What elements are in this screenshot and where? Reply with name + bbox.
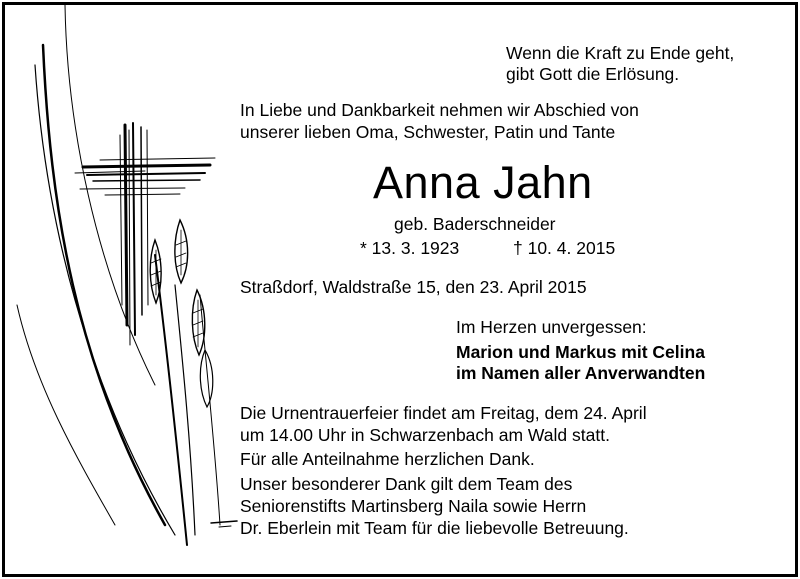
special-thanks-line-2: Seniorenstifts Martinsberg Naila sowie Herrn	[240, 496, 587, 516]
funeral-line-1: Die Urnentrauerfeier findet am Freitag, dem 24. April	[240, 403, 647, 423]
cross-and-wheat-illustration	[5, 5, 245, 574]
special-thanks-line-3: Dr. Eberlein mit Team für die liebevolle Betreuung.	[240, 518, 629, 538]
mourners-heading: Im Herzen unvergessen:	[456, 317, 647, 337]
cross-icon	[75, 123, 215, 345]
motto-line-2: gibt Gott die Erlösung.	[506, 64, 680, 84]
motto-line-1: Wenn die Kraft zu Ende geht,	[506, 43, 735, 63]
deceased-name: Anna Jahn	[373, 157, 593, 208]
mourners-line-1: Marion und Markus mit Celina	[456, 342, 705, 362]
intro-line-2: unserer lieben Oma, Schwester, Patin und Tante	[240, 122, 616, 142]
funeral-line-2: um 14.00 Uhr in Schwarzenbach am Wald statt.	[240, 425, 610, 445]
place-and-date: Straßdorf, Waldstraße 15, den 23. April 2015	[240, 277, 587, 297]
special-thanks-line-1: Unser besonderer Dank gilt dem Team des	[240, 474, 573, 494]
obituary-notice	[2, 2, 798, 577]
thanks-line: Für alle Anteilnahme herzlichen Dank.	[240, 449, 535, 469]
birth-date: * 13. 3. 1923	[360, 238, 460, 258]
mourners-line-2: im Namen aller Anverwandten	[456, 363, 706, 383]
intro-line-1: In Liebe und Dankbarkeit nehmen wir Abschied von	[240, 100, 639, 120]
maiden-name: geb. Baderschneider	[394, 214, 556, 234]
death-date: † 10. 4. 2015	[513, 238, 616, 258]
